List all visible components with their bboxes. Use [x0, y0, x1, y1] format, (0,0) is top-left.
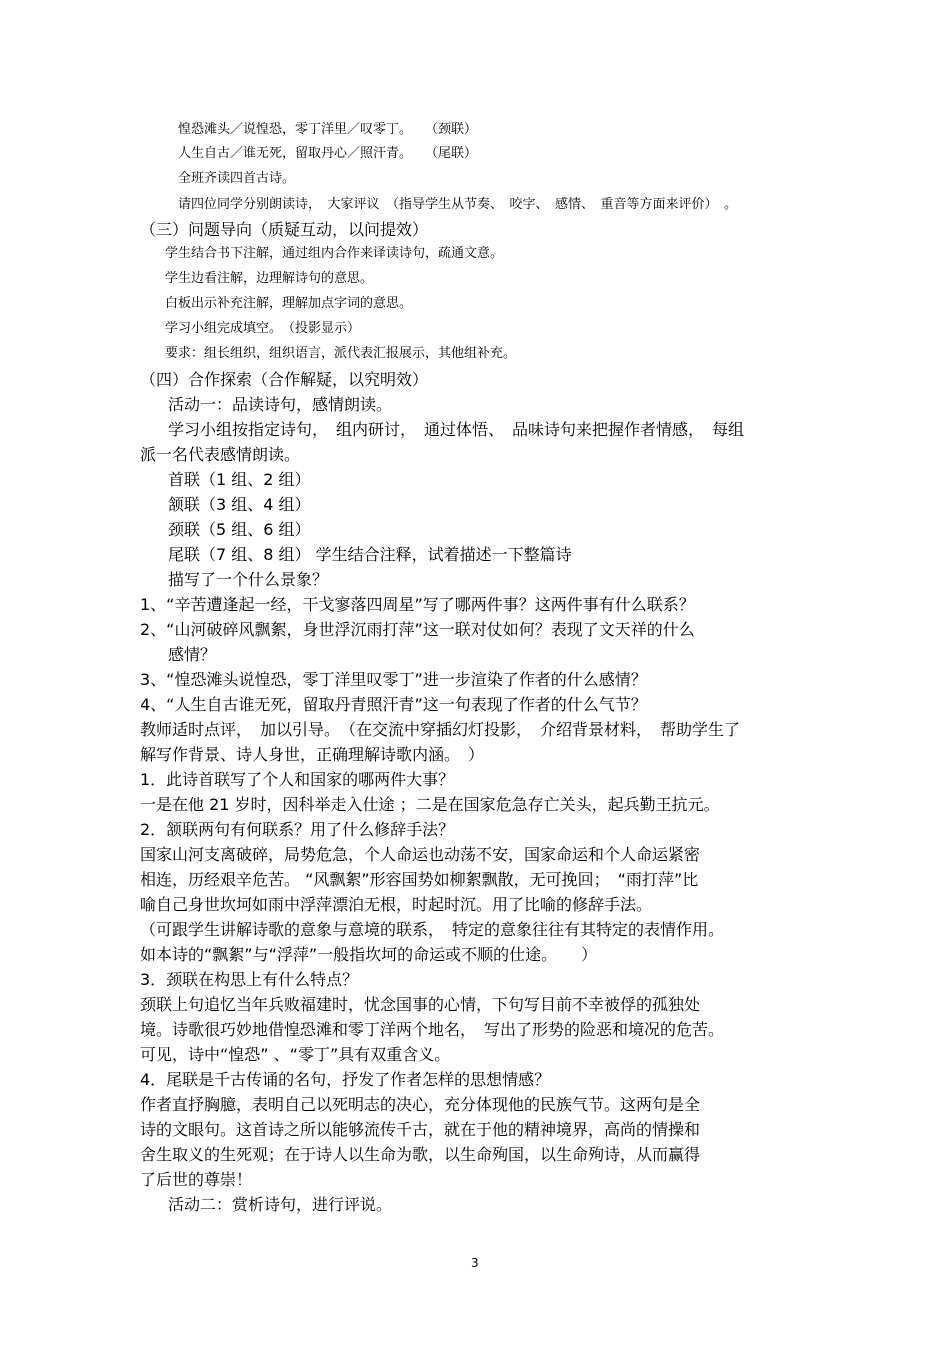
answer-text: 可见，诗中“惶恐” 、“零丁”具有双重含义。 [140, 1045, 451, 1064]
group-line: 尾联（7 组、8 组） 学生结合注释，试着描述一下整篇诗 [168, 545, 572, 564]
question-line: 2、“山河破碎风飘絮，身世浮沉雨打萍”这一联对仗如何？表现了文天祥的什么 [140, 620, 695, 639]
text-line: 描写了一个什么景象？ [168, 570, 329, 589]
answer-question: 1．此诗首联写了个人和国家的哪两件大事？ [140, 770, 455, 789]
poem-line-tail: 人生自古／谁无死，留取丹心／照汗青。 （尾联） [178, 146, 478, 161]
answer-text: 一是在他 21 岁时，因科举走入仕途 ；二是在国家危急存亡关头，起兵勤王抗元。 [140, 795, 720, 814]
text-line: 要求：组长组织，组织语言，派代表汇报展示，其他组补充。 [165, 346, 517, 361]
answer-text: 如本诗的“飘絮”与“浮萍”一般指坎坷的命运或不顺的仕途。 ） [140, 945, 598, 964]
answer-question: 4．尾联是千古传诵的名句，抒发了作者怎样的思想情感？ [140, 1070, 551, 1089]
group-line: 颈联（5 组、6 组） [168, 520, 311, 539]
text-line: 学习小组完成填空。 （投影显示） [165, 321, 361, 336]
answer-text: 颈联上句追忆当年兵败福建时，忧念国事的心情，下句写目前不幸被俘的孤独处 [140, 995, 701, 1014]
answer-text: 相连，历经艰辛危苦。 “风飘絮”形容国势如柳絮飘散，无可挽回； “雨打萍”比 [140, 870, 699, 889]
group-line: 颔联（3 组、4 组） [168, 495, 311, 514]
question-line: 感情？ [168, 645, 217, 664]
text-line: 学习小组按指定诗句， 组内研讨， 通过体悟、 品味诗句来把握作者情感， 每组 [168, 420, 745, 439]
answer-text: 了后世的尊崇！ [140, 1170, 253, 1189]
activity-one-heading: 活动一：品读诗句，感情朗读。 [168, 395, 393, 414]
activity-two-heading: 活动二：赏析诗句，进行评说。 [168, 1195, 393, 1214]
answer-text: 作者直抒胸臆，表明自己以死明志的决心，充分体现他的民族气节。这两句是全 [140, 1095, 701, 1114]
text-line: 学生边看注解，边理解诗句的意思。 [165, 271, 374, 286]
answer-question: 3．颈联在构思上有什么特点？ [140, 970, 359, 989]
question-line: 4、“人生自古谁无死，留取丹青照汗青”这一句表现了作者的什么气节？ [140, 695, 647, 714]
answer-text: 国家山河支离破碎，局势危急，个人命运也动荡不安，国家命运和个人命运紧密 [140, 845, 701, 864]
answer-text: （可跟学生讲解诗歌的意象与意境的联系， 特定的意象往往有其特定的表情作用。 [140, 920, 725, 939]
answer-text: 诗的文眼句。这首诗之所以能够流传千古，就在于他的精神境界，高尚的情操和 [140, 1120, 701, 1139]
page-number: 3 [471, 1256, 479, 1270]
text-line: 教师适时点评， 加以引导。 （在交流中穿插幻灯投影， 介绍背景材料， 帮助学生了 [140, 720, 741, 739]
question-line: 1、“辛苦遭逢起一经，干戈寥落四周星”写了哪两件事？这两件事有什么联系？ [140, 595, 695, 614]
text-line: 全班齐读四首古诗。 [178, 171, 296, 186]
text-line: 请四位同学分别朗读诗， 大家评议 （指导学生从节奏、 咬字、 感情、 重音等方面来评价） 。 [178, 197, 738, 212]
group-line: 首联（1 组、2 组） [168, 470, 311, 489]
answer-text: 舍生取义的生死观；在于诗人以生命为歌，以生命殉国，以生命殉诗，从而赢得 [140, 1145, 701, 1164]
section-heading-4: （四）合作探索（合作解疑，以究明效） [140, 370, 429, 389]
text-line: 学生结合书下注解，通过组内合作来译读诗句，疏通文意。 [165, 246, 504, 261]
answer-text: 喻自己身世坎坷如雨中浮萍漂泊无根，时起时沉。用了比喻的修辞手法。 [140, 895, 653, 914]
text-line: 白板出示补充注解，理解加点字词的意思。 [165, 296, 413, 311]
text-line: 解写作背景、诗人身世，正确理解诗歌内涵。 ） [140, 745, 485, 764]
question-line: 3、“惶恐滩头说惶恐，零丁洋里叹零丁”进一步渲染了作者的什么感情？ [140, 670, 647, 689]
poem-line-neck: 惶恐滩头／说惶恐，零丁洋里／叹零丁。 （颈联） [178, 122, 478, 137]
answer-text: 境。诗歌很巧妙地借惶恐滩和零丁洋两个地名， 写出了形势的险恶和境况的危苦。 [140, 1020, 725, 1039]
text-line: 派一名代表感情朗读。 [140, 445, 301, 464]
section-heading-3: （三）问题导向（质疑互动，以问提效） [140, 220, 429, 239]
answer-question: 2．颔联两句有何联系？用了什么修辞手法？ [140, 820, 455, 839]
